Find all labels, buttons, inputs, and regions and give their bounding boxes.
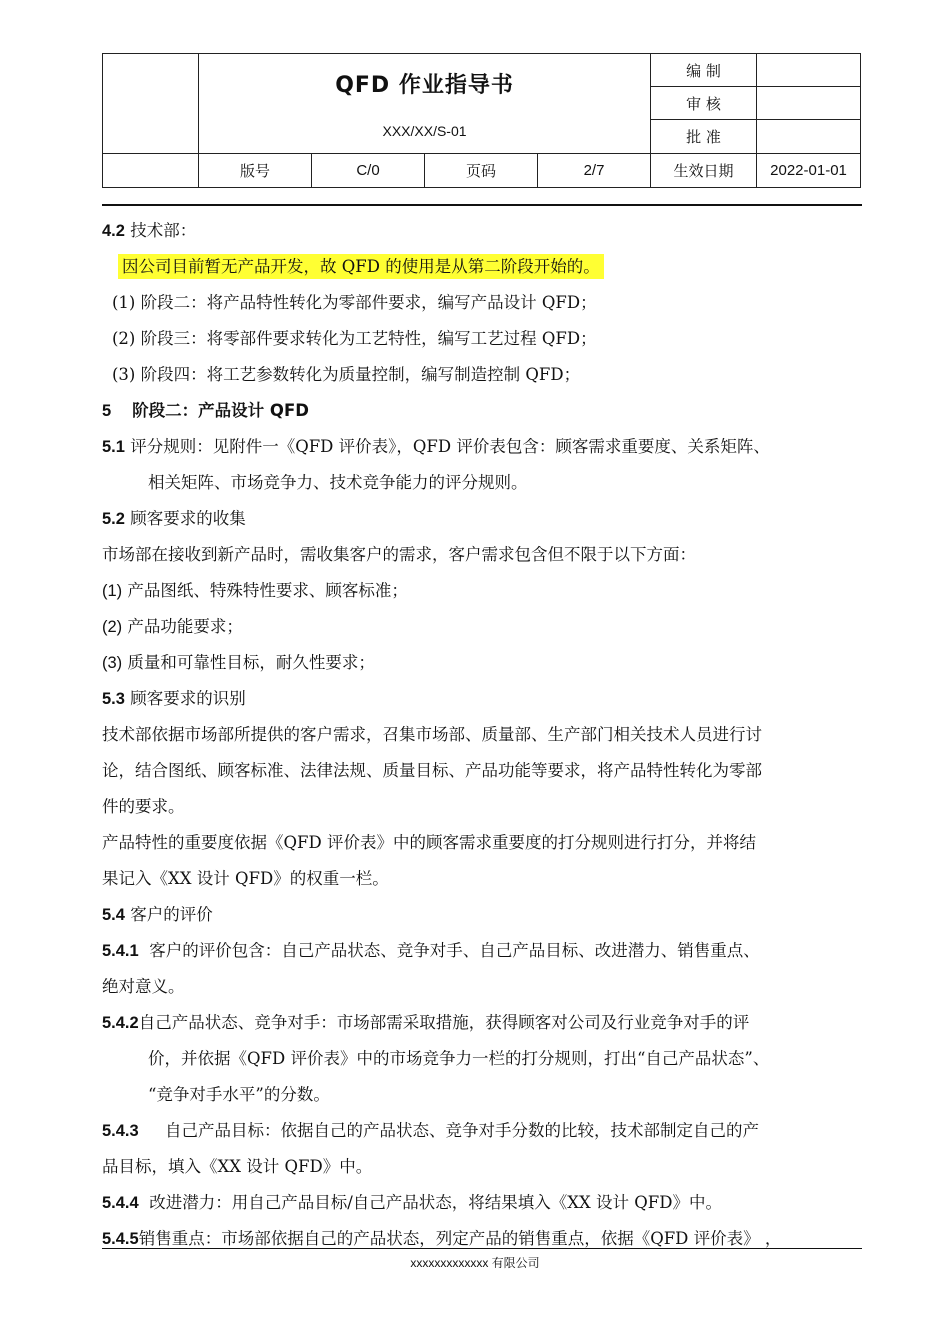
- paragraph-line: 论，结合图纸、顾客标准、法律法规、质量目标、产品功能等要求，将产品特性转化为零部: [102, 761, 762, 780]
- list-item: (3) 质量和可靠性目标，耐久性要求；: [102, 653, 375, 672]
- section-5-3-heading: 5.3 顾客要求的识别: [102, 689, 246, 708]
- approval-value-approve: [757, 120, 861, 153]
- stage-three-item: (2) 阶段三：将零部件要求转化为工艺特性，编写工艺过程 QFD；: [112, 329, 597, 348]
- logo-cell: [103, 54, 199, 154]
- section-5-4-5-line1: 5.4.5销售重点：市场部依据自己的产品状态，列定产品的销售重点，依据《QFD 评价表》 ，: [102, 1229, 782, 1248]
- stage-four-item: (3) 阶段四：将工艺参数转化为质量控制，编写制造控制 QFD；: [112, 365, 581, 384]
- document-title: QFD 作业指导书: [335, 72, 514, 98]
- paragraph-line: 件的要求。: [102, 797, 185, 816]
- page-value: 2/7: [538, 153, 651, 187]
- footer-divider: [102, 1248, 862, 1249]
- section-5-4-1-line1: 5.4.1 客户的评价包含：自己产品状态、竞争对手、自己产品目标、改进潜力、销售重点、: [102, 941, 760, 960]
- section-5-4-heading: 5.4 客户的评价: [102, 905, 213, 924]
- section-5-4-3-line2: 品目标，填入《XX 设计 QFD》中。: [102, 1157, 373, 1176]
- section-5-4-4-line1: 5.4.4 改进潜力：用自己产品目标/自己产品状态，将结果填入《XX 设计 QFD》中。: [102, 1193, 722, 1212]
- section-5-2-intro: 市场部在接收到新产品时，需收集客户的需求，客户需求包含但不限于以下方面：: [102, 545, 696, 564]
- list-item: (2) 产品功能要求；: [102, 617, 243, 636]
- approval-value-review: [757, 87, 861, 120]
- section-5-heading: 5 阶段二：产品设计 QFD: [102, 401, 309, 420]
- section-5-1-line2: 相关矩阵、市场竞争力、技术竞争能力的评分规则。: [148, 473, 528, 492]
- approval-label-review: 审 核: [651, 87, 757, 120]
- paragraph-line: 果记入《XX 设计 QFD》的权重一栏。: [102, 869, 389, 888]
- section-5-4-2-line3: “竞争对手水平”的分数。: [148, 1085, 330, 1104]
- section-5-4-1-line2: 绝对意义。: [102, 977, 185, 996]
- version-value: C/0: [312, 153, 425, 187]
- list-item: (1) 产品图纸、特殊特性要求、顾客标准；: [102, 581, 408, 600]
- blank-cell: [103, 153, 199, 187]
- section-5-4-2-line2: 价，并依据《QFD 评价表》中的市场竞争力一栏的打分规则，打出“自己产品状态”、: [148, 1049, 770, 1068]
- paragraph-line: 产品特性的重要度依据《QFD 评价表》中的顾客需求重要度的打分规则进行打分，并将结: [102, 833, 756, 852]
- section-4-2: 4.2 技术部：: [102, 221, 197, 240]
- approval-label-approve: 批 准: [651, 120, 757, 153]
- approval-value-compile: [757, 54, 861, 87]
- document-header-table: [102, 53, 861, 188]
- paragraph-line: 技术部依据市场部所提供的客户需求，召集市场部、质量部、生产部门相关技术人员进行讨: [102, 725, 762, 744]
- footer-company: xxxxxxxxxxxxx 有限公司: [410, 1256, 540, 1270]
- version-label: 版号: [199, 153, 312, 187]
- document-body: [102, 213, 864, 1257]
- section-5-4-2-line1: 5.4.2自己产品状态、竞争对手：市场部需采取措施，获得顾客对公司及行业竞争对手的评: [102, 1013, 750, 1032]
- title-cell: [199, 54, 651, 154]
- stage-two-item: (1) 阶段二：将产品特性转化为零部件要求，编写产品设计 QFD；: [112, 293, 597, 312]
- effective-date-value: 2022-01-01: [757, 153, 861, 187]
- section-5-1-line1: 5.1 评分规则：见附件一《QFD 评价表》，QFD 评价表包含：顾客需求重要度、关系矩阵、: [102, 437, 770, 456]
- effective-date-label: 生效日期: [651, 153, 757, 187]
- section-5-2-heading: 5.2 顾客要求的收集: [102, 509, 246, 528]
- header-divider: [102, 204, 862, 206]
- document-code: XXX/XX/S-01: [382, 122, 467, 139]
- section-5-4-3-line1: 5.4.3 自己产品目标：依据自己的产品状态、竞争对手分数的比较，技术部制定自己的产: [102, 1121, 759, 1140]
- approval-label-compile: 编 制: [651, 54, 757, 87]
- page-label: 页码: [425, 153, 538, 187]
- highlighted-note: 因公司目前暂无产品开发，故 QFD 的使用是从第二阶段开始的。: [102, 249, 864, 285]
